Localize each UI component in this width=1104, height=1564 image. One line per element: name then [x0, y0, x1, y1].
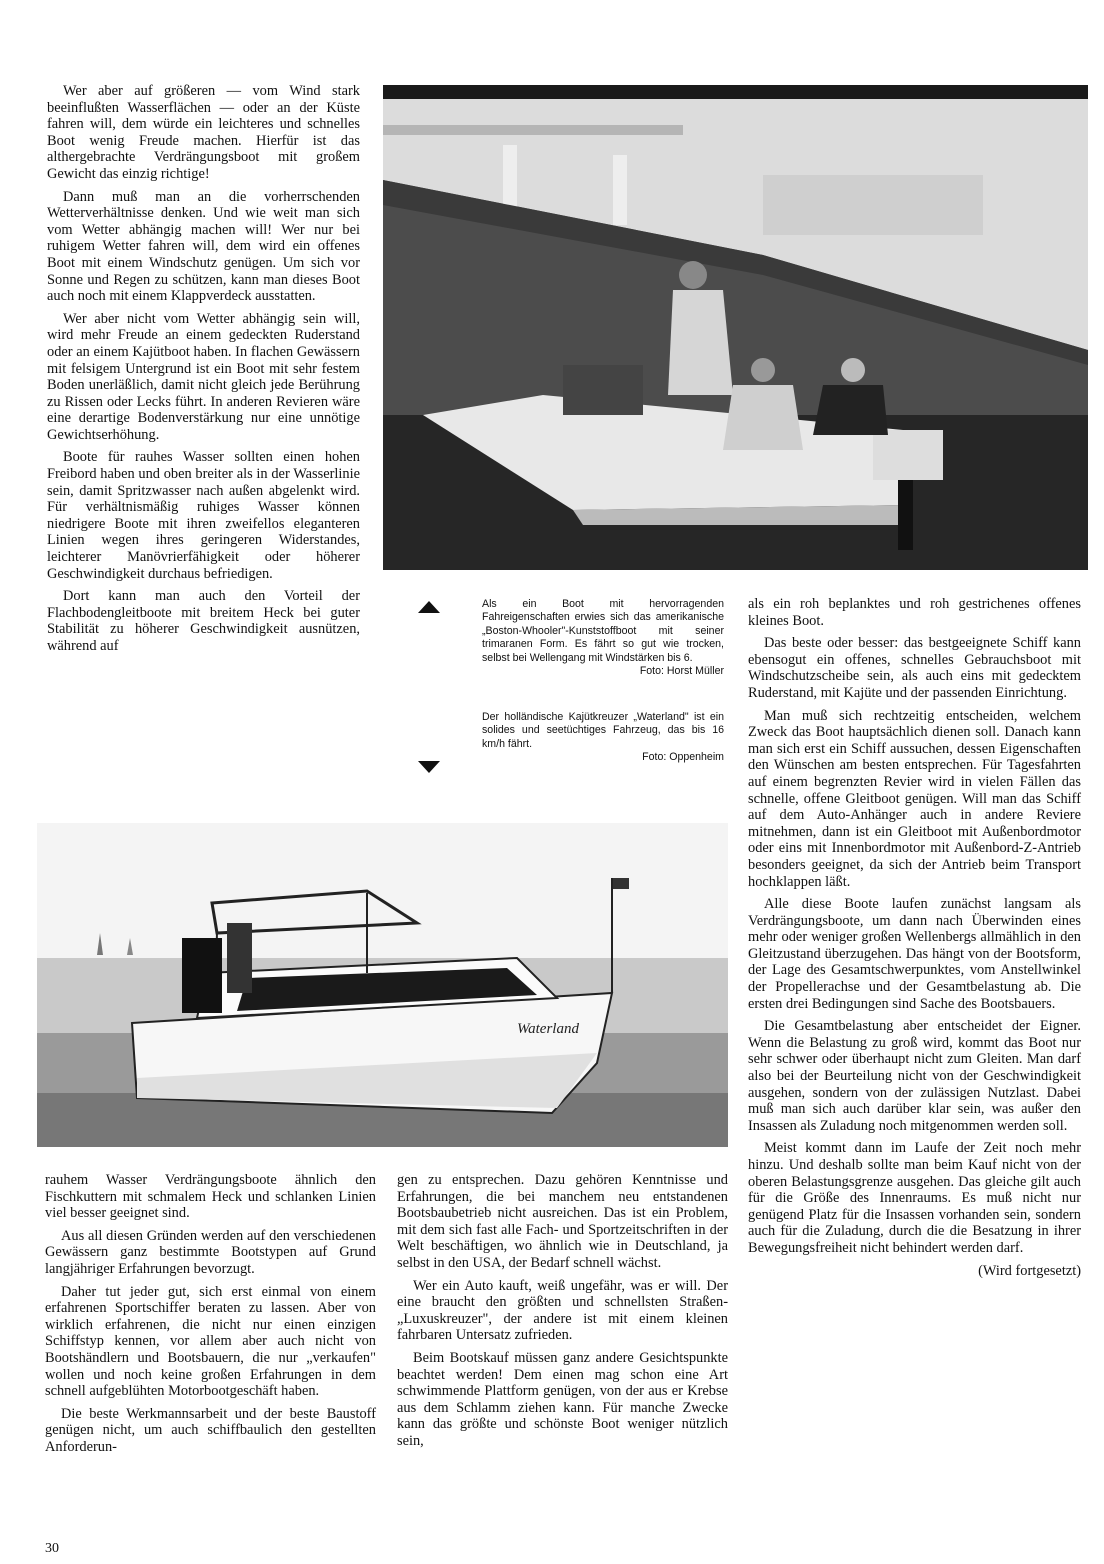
paragraph: Dort kann man auch den Vorteil der Flachbodengleitboote mit breitem Heck bei guter Stabilität zu höherer Geschwindigkeit ausnützen, während auf — [47, 588, 360, 654]
paragraph: Die beste Werkmannsarbeit und der beste Baustoff genügen nicht, um auch schiffbaulich den gestellten Anforderun- — [45, 1405, 376, 1455]
arrow-down-icon — [418, 761, 440, 773]
paragraph: Man muß sich rechtzeitig entscheiden, welchem Zweck das Boot hauptsächlich dienen soll. Danach kann man sich erst ein Schiff aussuchen, dessen Eigenschaften den Wünschen am besten entsprechen. Für Tagesfahrten auf einem begrenzten Revier wird in vielen Fällen das schnelle, offene Gleitboot genügen. Will man das Schiff auf dem Auto-Anhänger auch in andere Reviere mitnehmen, dann ist ein Gleitboot mit Außenbordmotor oder eins mit Innenbordmotor mit Außenbord-Z-Antrieb besonders geeignet, da sich der Antrieb beim Transport hochklappen läßt. — [748, 707, 1081, 890]
caption-credit: Foto: Horst Müller — [639, 665, 724, 678]
paragraph: Wer aber auf größeren — vom Wind stark beeinflußten Wasserflächen — oder an der Küste fahren will, dem würde ein leichteres und schnelles Boot wenig Freude machen. Hierfür ist das althergebrachte Verdrängungsboot mit großem Gewicht das einzig richtige! — [47, 83, 360, 182]
paragraph: Das beste oder besser: das bestgeeignete Schiff kann ebensogut ein offenes, schnelles Gebrauchsboot mit Windschutzscheibe sein, als auch eins mit gedecktem Ruderstand, mit Kajüte und der passenden Einrichtung. — [748, 635, 1081, 701]
column-2-bottom — [397, 1172, 728, 1456]
paragraph: gen zu entsprechen. Dazu gehören Kenntnisse und Erfahrungen, die bei manchem neu entstandenen Bootsbaubetrieb nicht ausreichen. Das ist ein Problem, mit dem sich fast alle Fach- und Sportzeitschriften in der Welt beschäftigen, wo ähnlich wie in Deutschland, ja selbst in den USA, der Bedarf schnell wächst. — [397, 1172, 728, 1271]
paragraph: Beim Bootskauf müssen ganz andere Gesichtspunkte beachtet werden! Dem einen mag schon eine Art schwimmende Plattform genügen, von der aus er Krebse aus dem Schlamm ziehen kann. Für manche Zwecke kann das größte und schönste Boot weniger nützlich sein, — [397, 1349, 728, 1449]
paragraph: Aus all diesen Gründen werden auf den verschiedenen Gewässern ganz bestimmte Bootstypen auf Grund langjähriger Erfahrungen bevorzugt. — [45, 1227, 376, 1277]
paragraph: Die Gesamtbelastung aber entscheidet der Eigner. Wenn die Belastung zu groß wird, kommt das Boot nur sehr schwer oder überhaupt nicht zum Gleiten. Man darf also bei der Beurteilung nicht von der Geschwindigkeit ausgehen, sondern von der zulässigen Nutzlast. Dabei muß man sich auch darüber klar sein, was außer den Insassen als Zuladung noch mitgenommen werden soll. — [748, 1018, 1081, 1134]
paragraph: als ein roh beplanktes und roh gestrichenes offenes kleines Boot. — [748, 596, 1081, 629]
paragraph: Daher tut jeder gut, sich erst einmal von einem erfahrenen Sportschiffer beraten zu lassen. Aber von wirklich erfahrenen, die nicht nur einen einzigen Schiffstyp kennen, vor allem aber auch nicht von Bootshändlern und Bootsbauern, die nur „verkaufen" wollen und noch keine großen Erfahrungen in dem schnell aufgeblühten Motorbootgeschäft haben. — [45, 1283, 376, 1400]
caption-text: Als ein Boot mit hervorragenden Fahreigenschaften erwies sich das amerikanische „Boston-Whooler"-Kunststoffboot mit seiner trimaranen Form. Es fährt so gut wie trocken, selbst bei Wellengang mit Windstärken bis 6. — [482, 598, 724, 664]
paragraph: Dann muß man an die vorherrschenden Wetterverhältnisse denken. Und wie weit man sich vom Wetter abhängig machen will! Wer nur bei ruhigem Wetter fahren will, dem wird ein offenes Boot mit einem Windschutz genügen. Um sich vor Sonne und Regen zu schützen, kann man dieses Boot auch noch mit einem Klappverdeck ausstatten. — [47, 188, 360, 305]
page-number: 30 — [45, 1541, 59, 1556]
column-3 — [748, 596, 1081, 1285]
paragraph: Boote für rauhes Wasser sollten einen hohen Freibord haben und oben breiter als in der Wasserlinie sein, damit Spritzwasser nach außen abgelenkt wird. Für verhältnismäßig ruhiges Wasser können niedrigere Boote mit ihren zweifellos eleganteren Linien wegen ihres geringeren Widerstandes, leichterer Manövrierfähigkeit oder höherer Geschwindigkeit durchaus befriedigen. — [47, 449, 360, 582]
paragraph: Wer ein Auto kauft, weiß ungefähr, was er will. Der eine braucht den größten und schnellsten Straßen-„Luxuskreuzer", der andere ist mit einem kleinen fahrbaren Untersatz zufrieden. — [397, 1277, 728, 1344]
caption-text: Der holländische Kajütkreuzer „Waterland" ist ein solides und seetüchtiges Fahrzeug, das bis 16 km/h fährt. — [482, 711, 724, 750]
paragraph: Meist kommt dann im Laufe der Zeit noch mehr hinzu. Und deshalb sollte man beim Kauf nicht von der oberen Belastungsgrenze ausgehen. Das gleiche gilt auch für die Größe des Innenraums. Es muß nicht nur genügend Platz für die Insassen vorhanden sein, sondern auch für die Zuladung, durch die die Besatzung in ihrer Bewegungsfreiheit nicht behindert werden darf. — [748, 1140, 1081, 1256]
photo-boston-whaler — [383, 85, 1088, 570]
arrow-up-icon — [418, 601, 440, 613]
photo-waterland — [37, 823, 728, 1147]
column-1-bottom — [45, 1172, 376, 1462]
hull-name-label: Waterland — [517, 1021, 579, 1037]
continued-note: (Wird fortgesetzt) — [978, 1262, 1081, 1279]
photo-waterland-image — [37, 823, 728, 1147]
photo-boston-whaler-image — [383, 85, 1088, 570]
caption-bottom — [482, 711, 724, 765]
paragraph: Wer aber nicht vom Wetter abhängig sein will, wird mehr Freude an einem gedeckten Ruderstand oder an einem Kajütboot haben. In flachen Gewässern mit felsigem Untergrund ist ein Boot mit sehr festem Boden unerläßlich, damit nicht gleich jede Berührung zu Rissen oder Lecks führt. In anderen Revieren wäre eine derartige Bodenverstärkung nur eine unnötige Gewichtserhöhung. — [47, 310, 360, 443]
paragraph: rauhem Wasser Verdrängungsboote ähnlich den Fischkuttern mit schmalem Heck und schlanken Linien viel besser geeignet sind. — [45, 1172, 376, 1222]
caption-credit: Foto: Oppenheim — [642, 751, 724, 764]
column-1-top — [47, 83, 360, 661]
paragraph: Alle diese Boote laufen zunächst langsam als Verdrängungsboote, um dann nach Überwinden eines mehr oder weniger großen Wellenbergs allmählich in den Gleitzustand überzugehen. Das hängt von der Bootsform, der Lage des Gesamtschwerpunktes, vom Anstellwinkel der Propellerachse und der Gesamtbelastung ab. Die ersten drei Bedingungen sind Sache des Bootsbauers. — [748, 896, 1081, 1012]
caption-top — [482, 598, 724, 678]
